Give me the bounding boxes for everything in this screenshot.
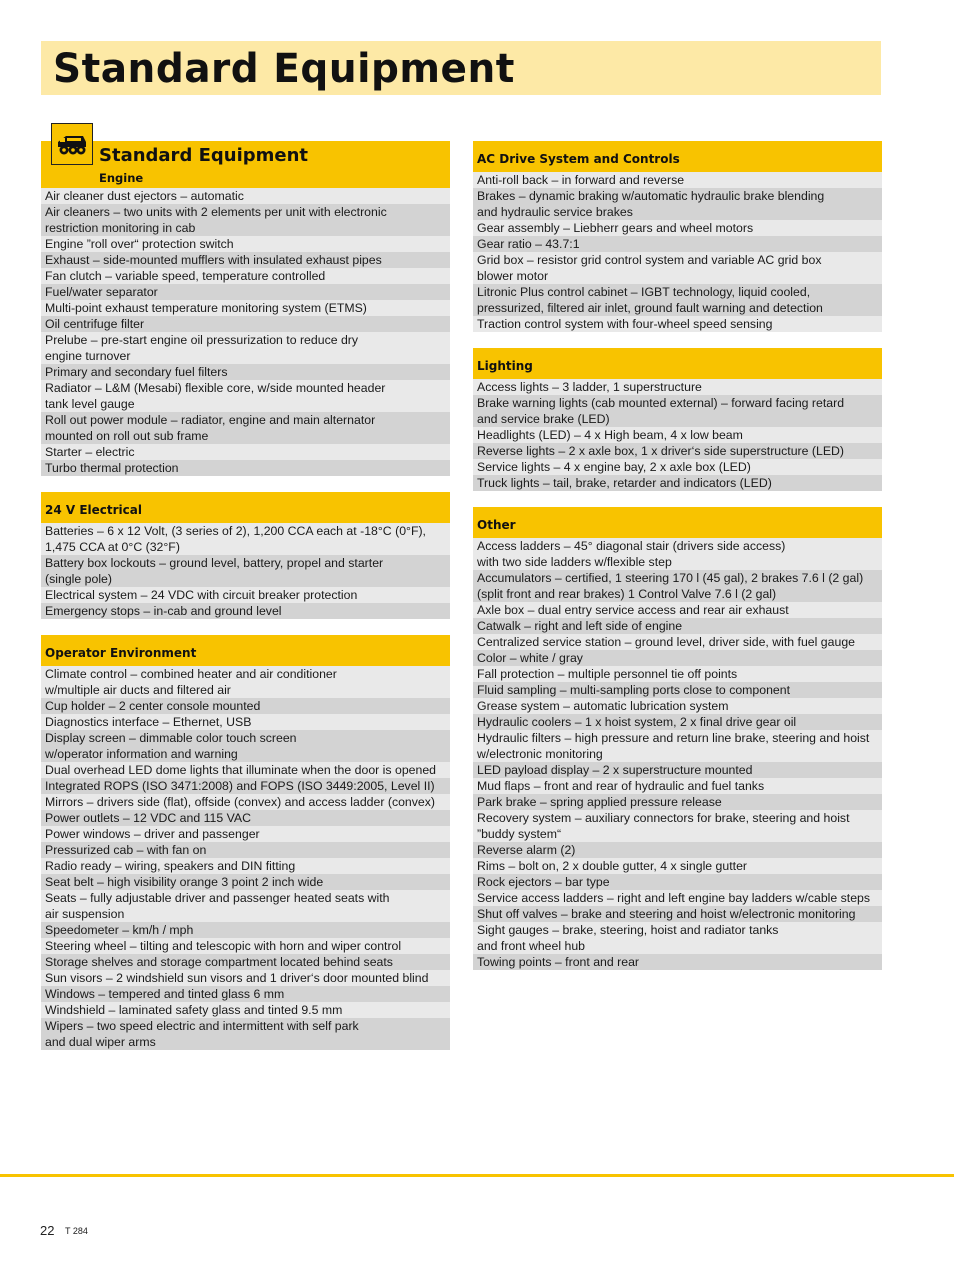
list-item: Hydraulic coolers – 1 x hoist system, 2 x final drive gear oil — [473, 714, 882, 730]
list-item: Reverse alarm (2) — [473, 842, 882, 858]
list-item: Air cleaner dust ejectors – automatic — [41, 188, 450, 204]
list-item: Windows – tempered and tinted glass 6 mm — [41, 986, 450, 1002]
list-item: Dual overhead LED dome lights that illuminate when the door is opened — [41, 762, 450, 778]
equipment-list — [473, 172, 882, 332]
list-item: Mirrors – drivers side (flat), offside (convex) and access ladder (convex) — [41, 794, 450, 810]
list-item: Reverse lights – 2 x axle box, 1 x driver‘s side superstructure (LED) — [473, 443, 882, 459]
list-item: Catwalk – right and left side of engine — [473, 618, 882, 634]
section-other — [473, 507, 882, 970]
list-item: Power windows – driver and passenger — [41, 826, 450, 842]
list-item: Integrated ROPS (ISO 3471:2008) and FOPS (ISO 3449:2005, Level II) — [41, 778, 450, 794]
section-header — [473, 507, 882, 538]
list-item: LED payload display – 2 x superstructure mounted — [473, 762, 882, 778]
list-item: Brakes – dynamic braking w/automatic hydraulic brake blending and hydraulic service brakes — [473, 188, 882, 220]
list-item: Engine ”roll over“ protection switch — [41, 236, 450, 252]
section-header — [41, 141, 450, 188]
equipment-list — [473, 379, 882, 491]
list-item: Headlights (LED) – 4 x High beam, 4 x low beam — [473, 427, 882, 443]
list-item: Oil centrifuge filter — [41, 316, 450, 332]
list-item: Exhaust – side-mounted mufflers with insulated exhaust pipes — [41, 252, 450, 268]
list-item: Prelube – pre-start engine oil pressurization to reduce dry engine turnover — [41, 332, 450, 364]
list-item: Shut off valves – brake and steering and hoist w/electronic monitoring — [473, 906, 882, 922]
list-item: Power outlets – 12 VDC and 115 VAC — [41, 810, 450, 826]
section-title: Lighting — [477, 359, 533, 373]
list-item: Batteries – 6 x 12 Volt, (3 series of 2), 1,200 CCA each at -18°C (0°F), 1,475 CCA at 0°C (32°F) — [41, 523, 450, 555]
list-item: Sight gauges – brake, steering, hoist and radiator tanks and front wheel hub — [473, 922, 882, 954]
list-item: Anti-roll back – in forward and reverse — [473, 172, 882, 188]
list-item: Multi-point exhaust temperature monitoring system (ETMS) — [41, 300, 450, 316]
list-item: Truck lights – tail, brake, retarder and indicators (LED) — [473, 475, 882, 491]
list-item: Axle box – dual entry service access and rear air exhaust — [473, 602, 882, 618]
list-item: Turbo thermal protection — [41, 460, 450, 476]
section-header — [41, 492, 450, 523]
model-label: T 284 — [65, 1226, 88, 1236]
right-column — [473, 141, 882, 986]
list-item: Litronic Plus control cabinet – IGBT technology, liquid cooled, pressurized, filtered air inlet, ground fault warning and detection — [473, 284, 882, 316]
list-item: Cup holder – 2 center console mounted — [41, 698, 450, 714]
list-item: Starter – electric — [41, 444, 450, 460]
list-item: Service access ladders – right and left engine bay ladders w/cable steps — [473, 890, 882, 906]
footer-rule — [0, 1174, 954, 1177]
section-title: Operator Environment — [45, 646, 197, 660]
section-title: Standard Equipment — [99, 145, 309, 166]
list-item: Sun visors – 2 windshield sun visors and 1 driver‘s door mounted blind — [41, 970, 450, 986]
section-ac-drive-system-and-controls — [473, 141, 882, 332]
section-standard-equipment — [41, 141, 450, 476]
list-item: Windshield – laminated safety glass and tinted 9.5 mm — [41, 1002, 450, 1018]
list-item: Air cleaners – two units with 2 elements per unit with electronic restriction monitoring in cab — [41, 204, 450, 236]
list-item: Access lights – 3 ladder, 1 superstructure — [473, 379, 882, 395]
list-item: Towing points – front and rear — [473, 954, 882, 970]
list-item: Fall protection – multiple personnel tie off points — [473, 666, 882, 682]
section-lighting — [473, 348, 882, 491]
list-item: Display screen – dimmable color touch screen w/operator information and warning — [41, 730, 450, 762]
list-item: Fan clutch – variable speed, temperature controlled — [41, 268, 450, 284]
haul-truck-icon — [51, 123, 93, 165]
list-item: Seat belt – high visibility orange 3 point 2 inch wide — [41, 874, 450, 890]
page-title-bar — [41, 41, 881, 95]
list-item: Gear assembly – Liebherr gears and wheel motors — [473, 220, 882, 236]
list-item: Brake warning lights (cab mounted external) – forward facing retard and service brake (LED) — [473, 395, 882, 427]
list-item: Steering wheel – tilting and telescopic with horn and wiper control — [41, 938, 450, 954]
list-item: Rims – bolt on, 2 x double gutter, 4 x single gutter — [473, 858, 882, 874]
list-item: Traction control system with four-wheel speed sensing — [473, 316, 882, 332]
list-item: Fluid sampling – multi-sampling ports close to component — [473, 682, 882, 698]
equipment-list — [41, 523, 450, 619]
section-header — [41, 635, 450, 666]
list-item: Radio ready – wiring, speakers and DIN fitting — [41, 858, 450, 874]
list-item: Service lights – 4 x engine bay, 2 x axle box (LED) — [473, 459, 882, 475]
list-item: Centralized service station – ground level, driver side, with fuel gauge — [473, 634, 882, 650]
section-subtitle: Engine — [99, 171, 144, 185]
list-item: Roll out power module – radiator, engine and main alternator mounted on roll out sub frame — [41, 412, 450, 444]
list-item: Rock ejectors – bar type — [473, 874, 882, 890]
list-item: Seats – fully adjustable driver and passenger heated seats with air suspension — [41, 890, 450, 922]
section-title: Other — [477, 518, 516, 532]
section-24-v-electrical — [41, 492, 450, 619]
left-column — [41, 141, 450, 1066]
list-item: Color – white / gray — [473, 650, 882, 666]
section-title: 24 V Electrical — [45, 503, 142, 517]
list-item: Fuel/water separator — [41, 284, 450, 300]
list-item: Park brake – spring applied pressure release — [473, 794, 882, 810]
section-title: AC Drive System and Controls — [477, 152, 680, 166]
page-number: 22 — [40, 1223, 55, 1238]
list-item: Electrical system – 24 VDC with circuit breaker protection — [41, 587, 450, 603]
list-item: Primary and secondary fuel filters — [41, 364, 450, 380]
equipment-list — [473, 538, 882, 970]
list-item: Grid box – resistor grid control system and variable AC grid box blower motor — [473, 252, 882, 284]
list-item: Battery box lockouts – ground level, battery, propel and starter (single pole) — [41, 555, 450, 587]
list-item: Storage shelves and storage compartment located behind seats — [41, 954, 450, 970]
section-operator-environment — [41, 635, 450, 1050]
list-item: Mud flaps – front and rear of hydraulic and fuel tanks — [473, 778, 882, 794]
page-title: Standard Equipment — [53, 46, 515, 93]
list-item: Hydraulic filters – high pressure and return line brake, steering and hoist w/electronic monitoring — [473, 730, 882, 762]
list-item: Climate control – combined heater and air conditioner w/multiple air ducts and filtered air — [41, 666, 450, 698]
list-item: Emergency stops – in-cab and ground level — [41, 603, 450, 619]
list-item: Wipers – two speed electric and intermittent with self park and dual wiper arms — [41, 1018, 450, 1050]
equipment-list — [41, 188, 450, 476]
section-header — [473, 348, 882, 379]
list-item: Pressurized cab – with fan on — [41, 842, 450, 858]
list-item: Grease system – automatic lubrication system — [473, 698, 882, 714]
equipment-list — [41, 666, 450, 1050]
list-item: Recovery system – auxiliary connectors for brake, steering and hoist ”buddy system“ — [473, 810, 882, 842]
list-item: Access ladders – 45° diagonal stair (drivers side access) with two side ladders w/flexible step — [473, 538, 882, 570]
list-item: Gear ratio – 43.7:1 — [473, 236, 882, 252]
list-item: Speedometer – km/h / mph — [41, 922, 450, 938]
list-item: Radiator – L&M (Mesabi) flexible core, w/side mounted header tank level gauge — [41, 380, 450, 412]
list-item: Accumulators – certified, 1 steering 170 l (45 gal), 2 brakes 7.6 l (2 gal) (split front and rear brakes) 1 Control Valve 7.6 l (2 gal) — [473, 570, 882, 602]
section-header — [473, 141, 882, 172]
list-item: Diagnostics interface – Ethernet, USB — [41, 714, 450, 730]
